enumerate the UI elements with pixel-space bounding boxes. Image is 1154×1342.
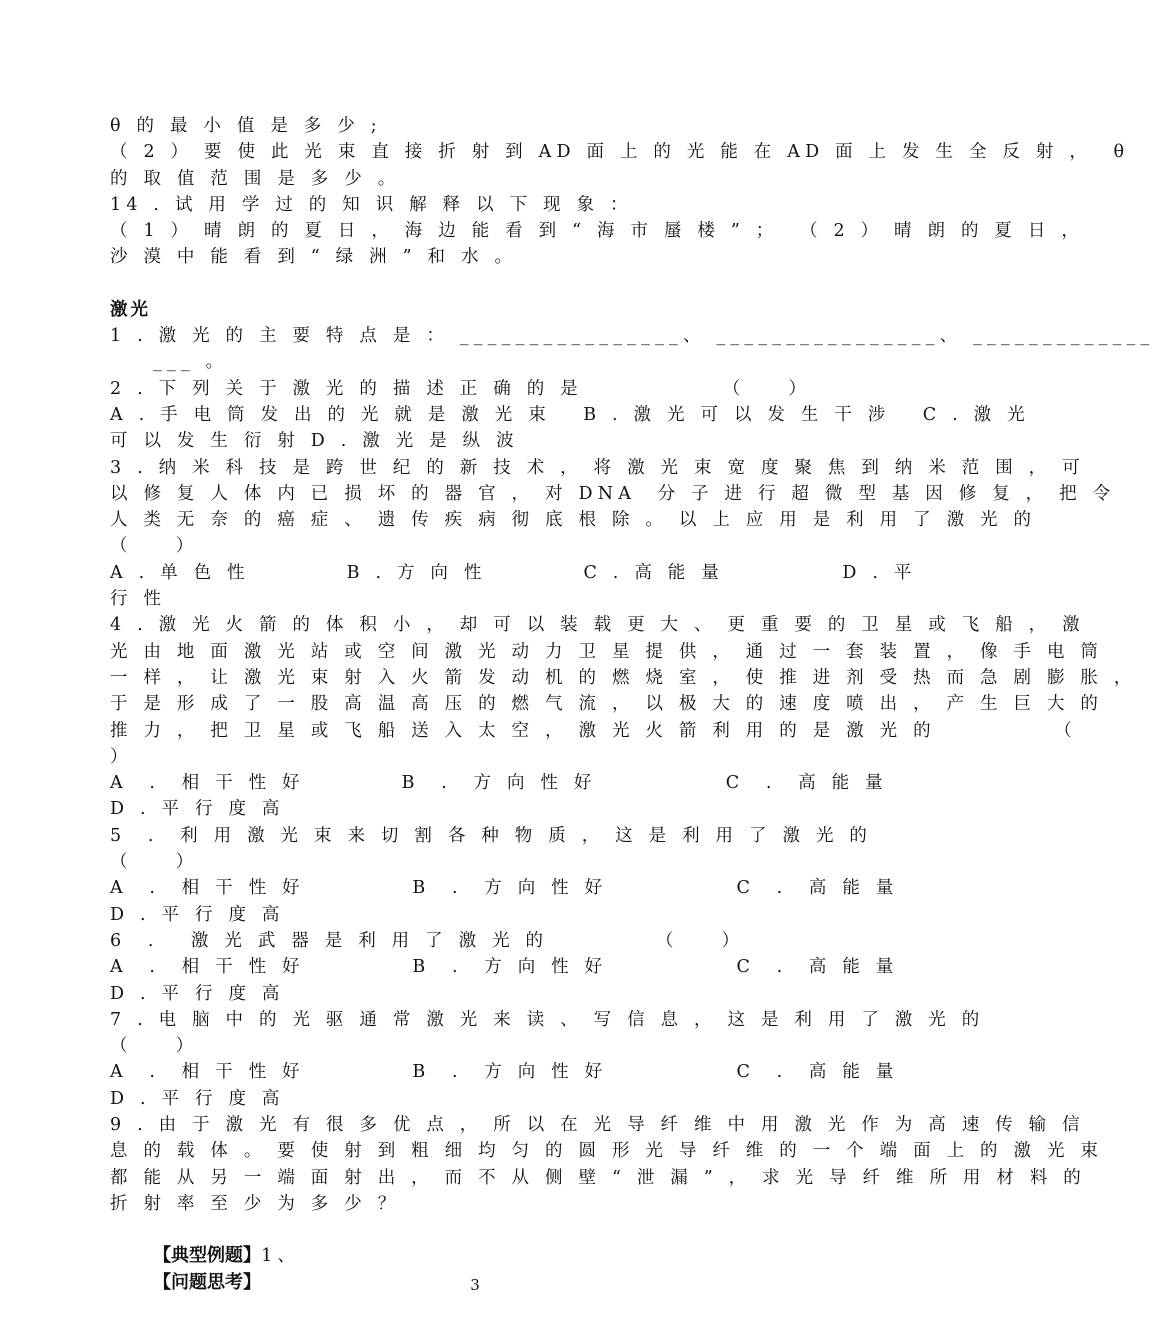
text-line: （ ） xyxy=(110,1036,199,1057)
text-line: A . 相 干 性 好 B . 方 向 性 好 C . 高 能 量 xyxy=(110,878,899,899)
text-line: （ 1 ） 晴 朗 的 夏 日 ， 海 边 能 看 到 “ 海 市 蜃 楼 ” ； （ 2 ） 晴 朗 的 夏 日 ， xyxy=(110,221,1085,242)
text-line: 光 由 地 面 激 光 站 或 空 间 激 光 动 力 卫 星 提 供 ， 通 过 一 套 装 置 ， 像 手 电 筒 xyxy=(110,641,1104,662)
example-heading xyxy=(110,1217,885,1267)
text-line: 7 . 电 脑 中 的 光 驱 通 常 激 光 来 读 、 写 信 息 ， 这 是 利 用 了 激 光 的 xyxy=(110,1009,985,1030)
text-line: （ ） xyxy=(110,536,199,557)
text-line: 2 . 下 列 关 于 激 光 的 描 述 正 确 的 是 （ ） xyxy=(110,378,812,399)
text-line: A . 相 干 性 好 B . 方 向 性 好 C . 高 能 量 xyxy=(110,1062,899,1083)
text-line: 息 的 载 体 。 要 使 射 到 粗 细 均 匀 的 圆 形 光 导 纤 维 的 一 个 端 面 上 的 激 光 束 xyxy=(110,1141,1104,1162)
top-section xyxy=(110,113,1130,271)
text-line: （ ） xyxy=(110,852,199,873)
text-line: 5 . 利 用 激 光 束 来 切 割 各 种 物 质 ， 这 是 利 用 了 激 光 的 xyxy=(110,825,873,846)
example-suffix: 1、 xyxy=(261,1246,301,1267)
text-line: 都 能 从 另 一 端 面 射 出 ， 而 不 从 侧 壁 “ 泄 漏 ” ， 求 光 导 纤 维 所 用 材 料 的 xyxy=(110,1167,1087,1188)
text-line: 人 类 无 奈 的 癌 症 、 遗 传 疾 病 彻 底 根 除 。 以 上 应 用 是 利 用 了 激 光 的 xyxy=(110,510,1037,531)
text-line: ___ 。 xyxy=(110,352,229,373)
text-line: 6 . 激 光 武 器 是 利 用 了 激 光 的 （ ） xyxy=(110,930,745,951)
text-line: 1 . 激 光 的 主 要 特 点 是 ： ________________、 ________________、 _____________ xyxy=(110,326,1154,347)
text-line: 的 取 值 范 围 是 多 少 。 xyxy=(110,168,401,189)
text-line: 可 以 发 生 衍 射 D . 激 光 是 纵 波 xyxy=(110,431,519,452)
text-line: 折 射 率 至 少 为 多 少 ？ xyxy=(110,1193,401,1214)
text-line: 沙 漠 中 能 看 到 “ 绿 洲 ” 和 水 。 xyxy=(110,247,518,268)
document-page xyxy=(110,113,1154,1293)
text-line: D . 平 行 度 高 xyxy=(110,983,285,1004)
text-line: ） xyxy=(110,746,133,767)
text-line: A . 手 电 筒 发 出 的 光 就 是 激 光 束 B . 激 光 可 以 发 生 干 涉 C . 激 光 xyxy=(110,404,1030,425)
text-line: 行 性 xyxy=(110,589,167,610)
text-line: 4 . 激 光 火 箭 的 体 积 小 ， 却 可 以 装 载 更 大 、 更 重 要 的 卫 星 或 飞 船 ， 激 xyxy=(110,615,1085,636)
text-line: D . 平 行 度 高 xyxy=(110,799,285,820)
page-number: 3 xyxy=(470,1276,480,1294)
text-line: A . 相 干 性 好 B . 方 向 性 好 C . 高 能 量 xyxy=(110,957,899,978)
laser-section xyxy=(110,323,1154,1217)
text-line: D . 平 行 度 高 xyxy=(110,904,285,925)
text-line: θ 的 最 小 值 是 多 少 ; xyxy=(110,116,382,136)
text-line: 于 是 形 成 了 一 股 高 温 高 压 的 燃 气 流 ， 以 极 大 的 速 度 喷 出 ， 产 生 巨 大 的 xyxy=(110,694,1104,715)
text-line: 14 . 试 用 学 过 的 知 识 解 释 以 下 现 象 ： xyxy=(110,194,633,215)
text-line: 推 力 ， 把 卫 星 或 飞 船 送 入 太 空 ， 激 光 火 箭 利 用 的 是 激 光 的 （ xyxy=(110,720,1077,741)
text-line: D . 平 行 度 高 xyxy=(110,1088,285,1109)
text-line: 9 . 由 于 激 光 有 很 多 优 点 ， 所 以 在 光 导 纤 维 中 用 激 光 作 为 高 速 传 输 信 xyxy=(110,1114,1085,1135)
text-line: A . 单 色 性 B . 方 向 性 C . 高 能 量 D . 平 xyxy=(110,562,917,583)
spacer xyxy=(110,271,885,297)
text-line: 一 样 ， 让 激 光 束 射 入 火 箭 发 动 机 的 燃 烧 室 ， 使 推 进 剂 受 热 而 急 剧 膨 胀 ， xyxy=(110,667,1137,688)
example-label: 【典型例题】 xyxy=(153,1245,262,1267)
text-line: 以 修 复 人 体 内 已 损 坏 的 器 官 ， 对 DNA 分 子 进 行 超 微 型 基 因 修 复 ， 把 令 xyxy=(110,483,1116,504)
thinking-label: 【问题思考】 xyxy=(153,1271,262,1293)
text-line: A . 相 干 性 好 B . 方 向 性 好 C . 高 能 量 xyxy=(110,773,888,794)
text-line: 3 . 纳 米 科 技 是 跨 世 纪 的 新 技 术 ， 将 激 光 束 宽 度 聚 焦 到 纳 米 范 围 ， 可 xyxy=(110,457,1085,478)
section-title: 激光 xyxy=(110,299,151,320)
text-line: （ 2 ） 要 使 此 光 束 直 接 折 射 到 AD 面 上 的 光 能 在 AD 面 上 发 生 全 反 射 ， θ xyxy=(110,142,1130,163)
